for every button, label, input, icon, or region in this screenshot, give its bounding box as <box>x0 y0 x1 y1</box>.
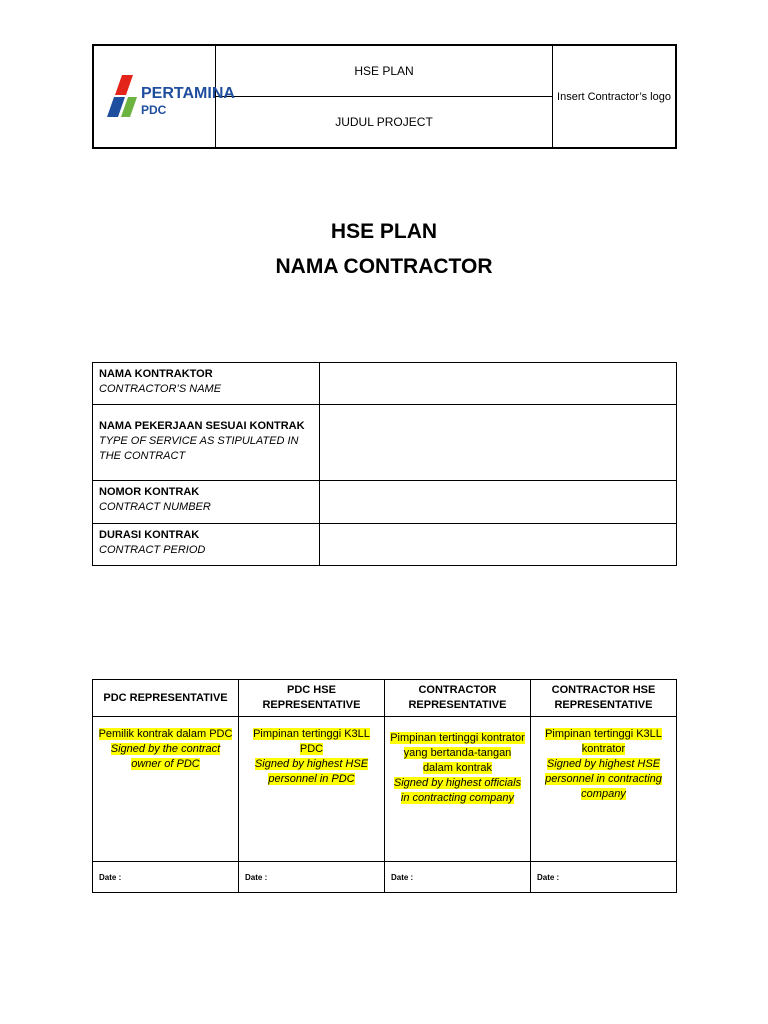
pertamina-logo <box>94 46 235 147</box>
contract-info-table <box>92 362 677 566</box>
plan-title-cell: HSE PLAN <box>216 45 553 97</box>
logo-subtext: PDC <box>140 102 166 117</box>
signature-instruction-en: Signed by the contract owner of PDC <box>110 743 221 770</box>
info-row <box>93 524 677 566</box>
info-sublabel: CONTRACTOR’S NAME <box>99 383 222 395</box>
signature-header-row <box>93 680 677 717</box>
logo-wordmark: PERTAMINA <box>140 84 235 102</box>
signature-date-row <box>93 862 677 893</box>
contractor-logo-placeholder: Insert Contractor’s logo <box>553 45 677 148</box>
info-sublabel: TYPE OF SERVICE AS STIPULATED IN THE CONTRACT <box>99 435 299 462</box>
document-header <box>92 44 677 149</box>
info-label: NOMOR KONTRAK <box>99 486 200 498</box>
date-field[interactable]: Date : <box>530 862 676 893</box>
pertamina-logo-icon <box>99 71 235 123</box>
info-label-cell <box>93 524 320 566</box>
info-sublabel: CONTRACT NUMBER <box>99 501 211 513</box>
info-row <box>93 363 677 405</box>
info-sublabel: CONTRACT PERIOD <box>99 544 206 556</box>
info-row <box>93 405 677 481</box>
info-label-cell <box>93 481 320 524</box>
signature-header: CONTRACTOR HSE REPRESENTATIVE <box>530 680 676 717</box>
signature-instruction-en: Signed by highest HSE personnel in PDC <box>254 758 369 785</box>
date-field[interactable]: Date : <box>239 862 385 893</box>
signature-instruction-en: Signed by highest HSE personnel in contracting company <box>545 758 662 800</box>
signature-header: PDC REPRESENTATIVE <box>93 680 239 717</box>
signature-table <box>92 679 677 893</box>
company-logo-cell <box>93 45 235 148</box>
signature-box[interactable] <box>530 717 676 862</box>
project-title-cell: JUDUL PROJECT <box>216 97 553 149</box>
signature-instruction-id: Pimpinan tertinggi kontrator yang bertanda-tangan dalam kontrak <box>390 732 525 774</box>
info-label: NAMA KONTRAKTOR <box>99 368 213 380</box>
info-label: NAMA PEKERJAAN SESUAI KONTRAK <box>99 420 305 432</box>
info-value-cell[interactable] <box>320 481 677 524</box>
info-value-cell[interactable] <box>320 363 677 405</box>
info-label-cell <box>93 363 320 405</box>
signature-instruction-id: Pemilik kontrak dalam PDC <box>98 728 233 740</box>
signature-instruction-id: Pimpinan tertinggi K3LL PDC <box>253 728 370 755</box>
signature-header: CONTRACTOR REPRESENTATIVE <box>384 680 530 717</box>
signature-box[interactable] <box>384 717 530 862</box>
signature-header: PDC HSE REPRESENTATIVE <box>239 680 385 717</box>
info-value-cell[interactable] <box>320 524 677 566</box>
info-row <box>93 481 677 524</box>
signature-instruction-id: Pimpinan tertinggi K3LL kontrator <box>545 728 662 755</box>
signature-body-row <box>93 717 677 862</box>
signature-box[interactable] <box>239 717 385 862</box>
info-label: DURASI KONTRAK <box>99 529 200 541</box>
document-title: HSE PLAN <box>330 220 438 243</box>
info-value-cell[interactable] <box>320 405 677 481</box>
signature-box[interactable] <box>93 717 239 862</box>
signature-instruction-en: Signed by highest officials in contracting company <box>393 777 522 804</box>
contractor-title: NAMA CONTRACTOR <box>275 255 493 278</box>
info-label-cell <box>93 405 320 481</box>
date-field[interactable]: Date : <box>384 862 530 893</box>
date-field[interactable]: Date : <box>93 862 239 893</box>
